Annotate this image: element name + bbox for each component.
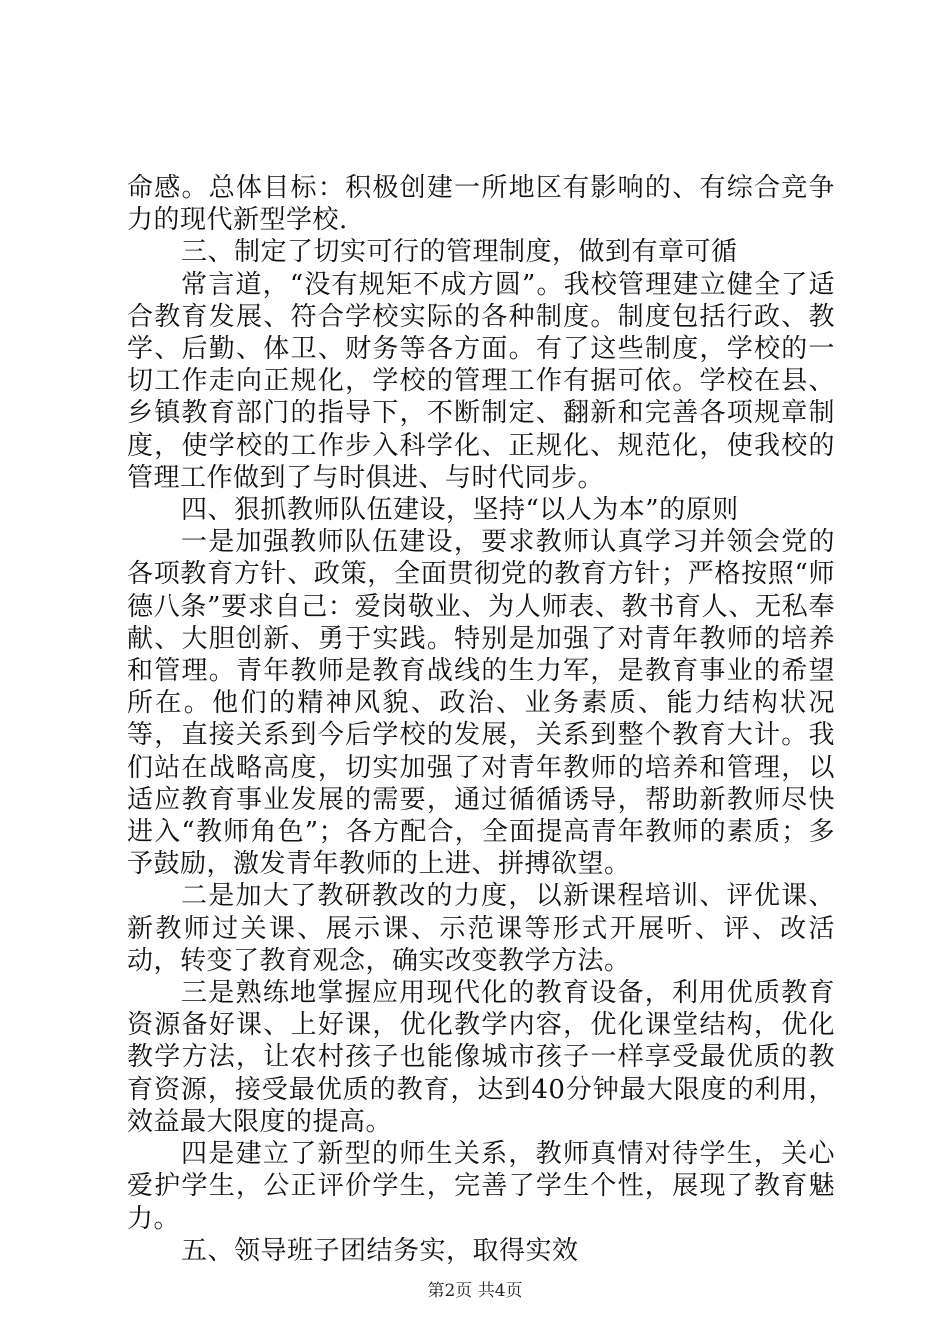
- page-footer: [0, 1280, 950, 1302]
- document-body: [127, 172, 835, 1267]
- page-number-label: 第2页 共4页: [427, 1281, 523, 1301]
- paragraph-management-system: 常言道，“没有规矩不成方圆”。我校管理建立健全了适合教育发展、符合学校实际的各种制度。制度包括行政、教学、后勤、体卫、财务等各方面。有了这些制度，学校的一切工作走向正规化，学校的管理工作有据可依。学校在县、乡镇教育部门的指导下，不断制定、翻新和完善各项规章制度，使学校的工作步入科学化、正规化、规范化，使我校的管理工作做到了与时俱进、与时代同步。: [127, 269, 835, 493]
- paragraph-continuation: 命感。总体目标：积极创建一所地区有影响的、有综合竞争力的现代新型学校.: [127, 173, 835, 236]
- paragraph-teaching-research: 二是加大了教研教改的力度，以新课程培训、评优课、新教师过关课、展示课、示范课等形式开展听、评、改活动，转变了教育观念，确实改变教学方法。: [127, 881, 835, 976]
- section-heading-3: 三、制定了切实可行的管理制度，做到有章可循: [181, 237, 738, 268]
- paragraph-modern-equipment: 三是熟练地掌握应用现代化的教育设备，利用优质教育资源备好课、上好课，优化教学内容，优化课堂结构，优化教学方法，让农村孩子也能像城市孩子一样享受最优质的教育资源，接受最优质的教育，达到40分钟最大限度的利用，效益最大限度的提高。: [127, 978, 835, 1137]
- section-heading-4: 四、狠抓教师队伍建设，坚持“以人为本”的原则: [181, 495, 739, 526]
- section-heading-5: 五、领导班子团结务实，取得实效: [181, 1235, 579, 1266]
- paragraph-teacher-student: 四是建立了新型的师生关系，教师真情对待学生，关心爱护学生，公正评价学生，完善了学生个性，展现了教育魅力。: [127, 1139, 835, 1234]
- paragraph-teacher-team: 一是加强教师队伍建设，要求教师认真学习并领会党的各项教育方针、政策，全面贯彻党的教育方针；严格按照“师德八条”要求自己：爱岗敬业、为人师表、教书育人、无私奉献、大胆创新、勇于实践。特别是加强了对青年教师的培养和管理。青年教师是教育战线的生力军，是教育事业的希望所在。他们的精神风貌、政治、业务素质、能力结构状况等，直接关系到今后学校的发展，关系到整个教育大计。我们站在战略高度，切实加强了对青年教师的培养和管理，以适应教育事业发展的需要，通过循循诱导，帮助新教师尽快进入“教师角色”；各方配合，全面提高青年教师的素质；多予鼓励，激发青年教师的上进、拼搏欲望。: [127, 527, 835, 880]
